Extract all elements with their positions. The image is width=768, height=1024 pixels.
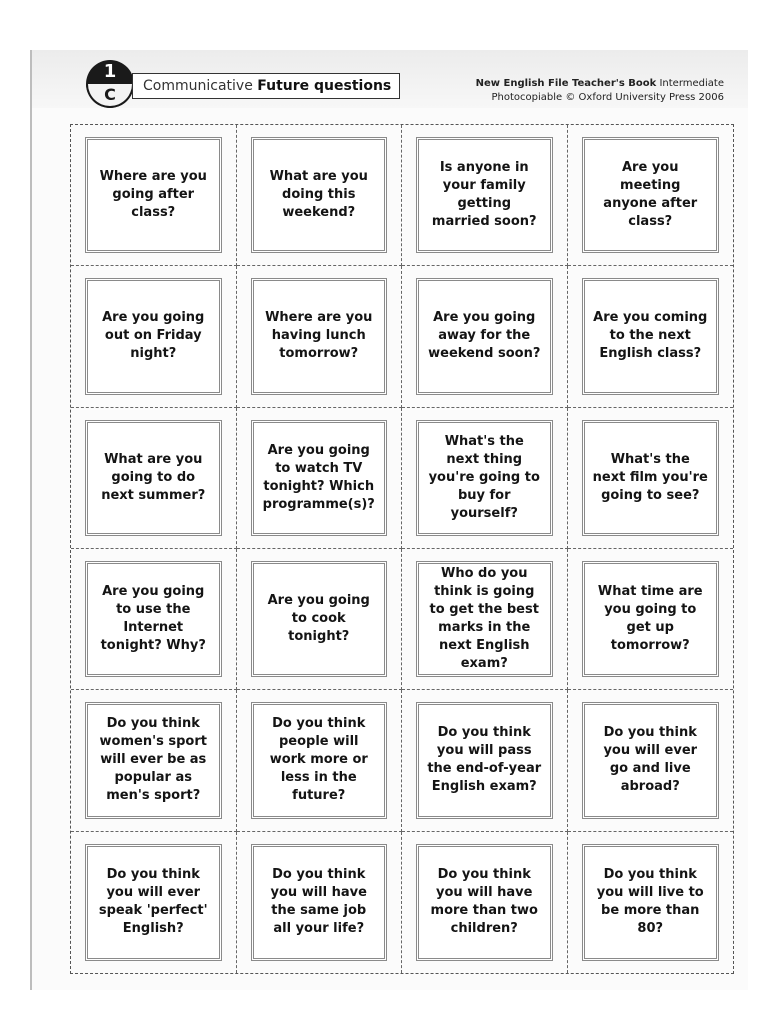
question-card: Are you meeting anyone after class? xyxy=(582,137,720,253)
question-card: Do you think you will pass the end-of-year English exam? xyxy=(416,702,553,818)
question-card: Do you think you will have the same job all your life? xyxy=(251,844,388,961)
question-card: Do you think women's sport will ever be as popular as men's sport? xyxy=(85,702,222,818)
card-cell xyxy=(402,832,568,973)
card-cell xyxy=(71,125,237,266)
question-card: Do you think you will live to be more than 80? xyxy=(582,844,720,961)
question-card: Where are you going after class? xyxy=(85,137,222,253)
question-card: What time are you going to get up tomorrow? xyxy=(582,561,720,677)
card-cell xyxy=(237,832,403,973)
question-card: What's the next thing you're going to buy for yourself? xyxy=(416,420,553,536)
card-cell xyxy=(568,690,734,831)
question-card: Do you think you will ever speak 'perfect' English? xyxy=(85,844,222,961)
question-card: What's the next film you're going to see? xyxy=(582,420,720,536)
question-card: Are you going out on Friday night? xyxy=(85,278,222,394)
card-cell xyxy=(402,408,568,549)
card-cell xyxy=(568,549,734,690)
card-cell xyxy=(568,266,734,407)
card-cell xyxy=(402,266,568,407)
question-card: Are you coming to the next English class? xyxy=(582,278,720,394)
card-cell xyxy=(237,266,403,407)
book-level: Intermediate xyxy=(659,78,724,89)
question-card: Do you think you will ever go and live abroad? xyxy=(582,702,720,818)
question-card: Who do you think is going to get the best marks in the next English exam? xyxy=(416,561,553,677)
book-title-line xyxy=(476,77,724,91)
card-cell xyxy=(568,408,734,549)
question-card: Do you think people will work more or less in the future? xyxy=(251,702,388,818)
question-card: Is anyone in your family getting married soon? xyxy=(416,137,553,253)
copyright-notice: Photocopiable © Oxford University Press 2006 xyxy=(491,92,724,103)
card-cell xyxy=(568,125,734,266)
question-card: What are you going to do next summer? xyxy=(85,420,222,536)
sheet-edge xyxy=(30,50,32,990)
card-cell xyxy=(402,549,568,690)
unit-number: 1 xyxy=(103,61,117,82)
book-title: New English File Teacher's Book xyxy=(475,78,657,89)
section-title: Future questions xyxy=(257,78,392,94)
section-header xyxy=(132,73,400,99)
card-cell xyxy=(71,690,237,831)
card-cell xyxy=(237,125,403,266)
question-card: Are you going to use the Internet tonight? Why? xyxy=(85,561,222,677)
question-card-grid xyxy=(70,124,734,974)
card-cell xyxy=(71,549,237,690)
card-cell xyxy=(237,690,403,831)
question-card: Where are you having lunch tomorrow? xyxy=(251,278,388,394)
card-cell xyxy=(237,549,403,690)
question-card: Are you going away for the weekend soon? xyxy=(416,278,553,394)
card-cell xyxy=(71,832,237,973)
card-cell xyxy=(568,832,734,973)
card-cell xyxy=(71,266,237,407)
question-card: Are you going to watch TV tonight? Which programme(s)? xyxy=(251,420,388,536)
card-cell xyxy=(237,408,403,549)
question-card: What are you doing this weekend? xyxy=(251,137,388,253)
unit-badge xyxy=(86,60,134,108)
section-label: Communicative xyxy=(143,78,253,94)
question-card: Do you think you will have more than two children? xyxy=(416,844,553,961)
card-cell xyxy=(402,125,568,266)
publisher-info xyxy=(476,77,724,105)
question-card: Are you going to cook tonight? xyxy=(251,561,388,677)
card-cell xyxy=(402,690,568,831)
unit-letter: C xyxy=(104,85,116,104)
card-cell xyxy=(71,408,237,549)
